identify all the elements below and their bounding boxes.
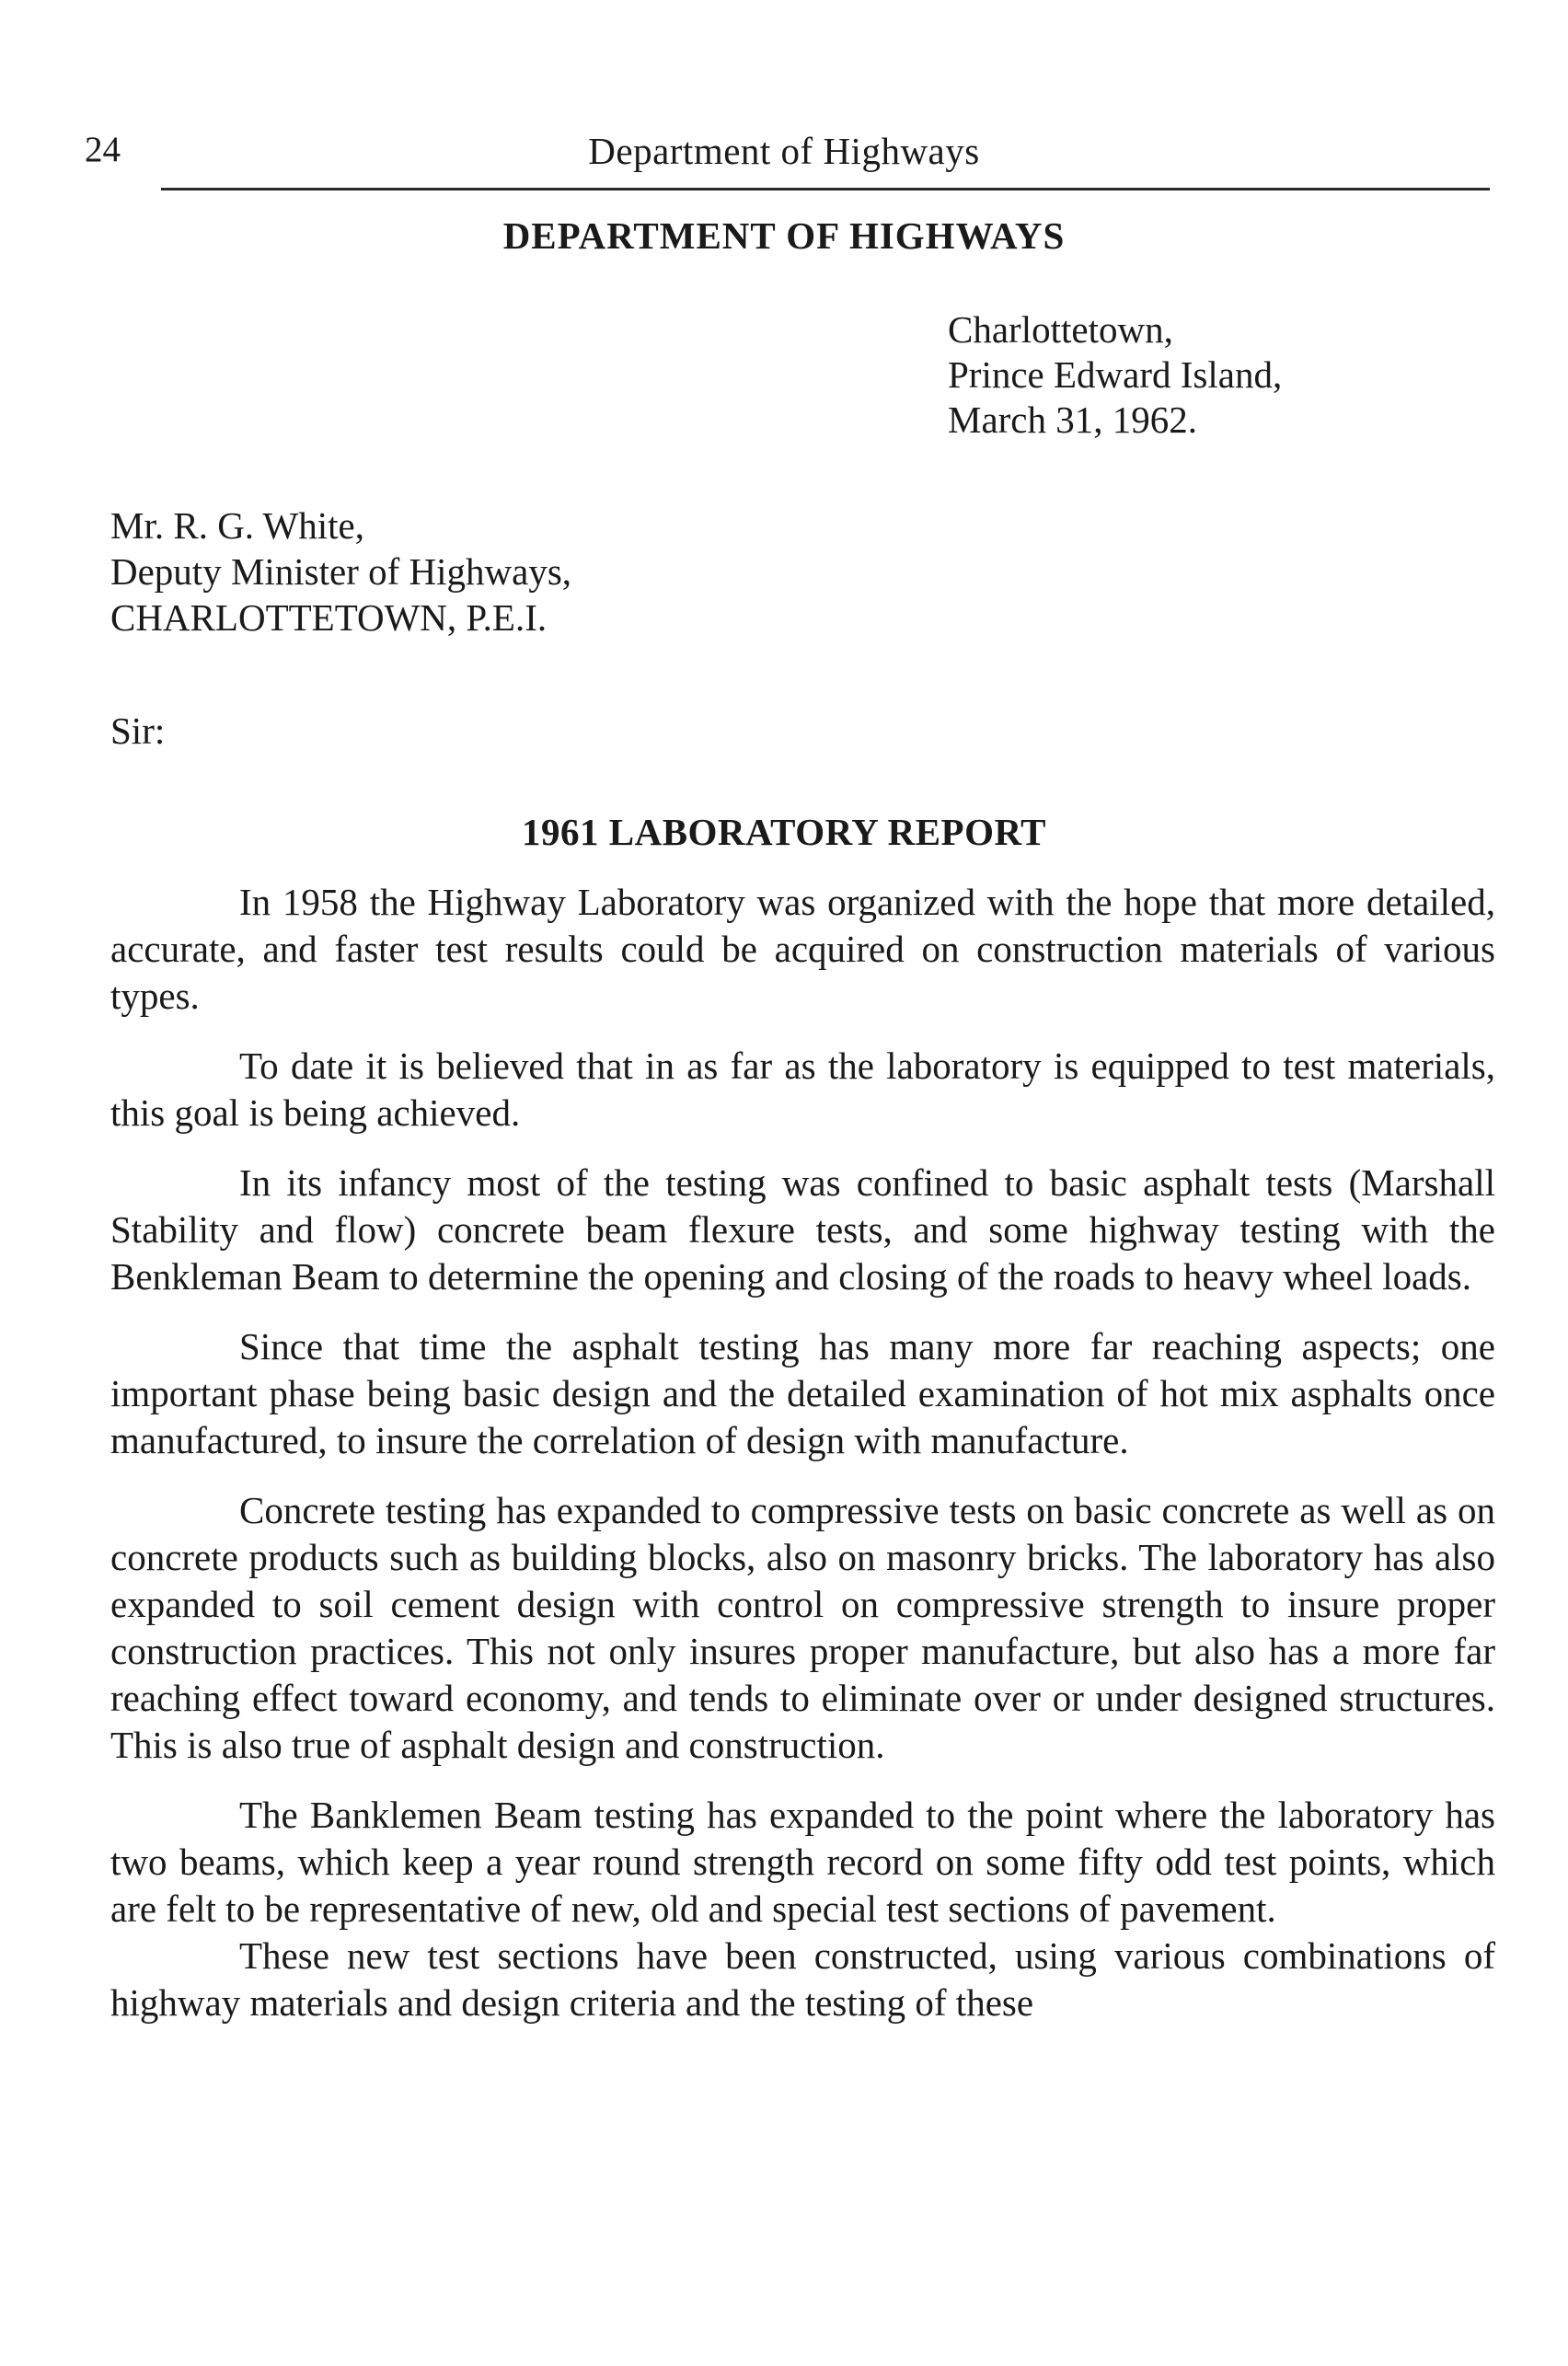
department-heading: DEPARTMENT OF HIGHWAYS: [502, 214, 1066, 257]
recipient-address: [110, 502, 571, 641]
recipient-name: Mr. R. G. White,: [110, 504, 364, 547]
recipient-location: CHARLOTTETOWN, P.E.I.: [110, 596, 548, 639]
paragraph: Since that time the asphalt testing has many more far reaching aspects; one important phase being basic design and the detailed examination of hot mix asphalts once manufactured, to insure the correlation of design with manufacture.: [110, 1325, 1495, 1461]
paragraph: In 1958 the Highway Laboratory was organized with the hope that more detailed, accurate, and faster test results could be acquired on construction materials of various types.: [110, 881, 1495, 1017]
paragraph: In its infancy most of the testing was confined to basic asphalt tests (Marshall Stability and flow) concrete beam flexure tests, and some highway testing with the Benkleman Beam to determine the opening and closing of the roads to heavy wheel loads.: [110, 1161, 1495, 1298]
place-line: Charlottetown,: [948, 308, 1173, 351]
header-rule: [161, 188, 1490, 190]
page-number: 24: [85, 130, 121, 169]
paragraph: The Banklemen Beam testing has expanded to the point where the laboratory has two beams, which keep a year round strength record on some fifty odd test points, which are felt to be representative of new, old and special test sections of pavement.: [110, 1794, 1495, 1930]
paragraph: To date it is believed that in as far as the laboratory is equipped to test materials, this goal is being achieved.: [110, 1045, 1495, 1134]
salutation: Sir:: [110, 710, 166, 752]
paragraph: These new test sections have been constructed, using various combinations of highway materials and design criteria and the testing of these: [110, 1934, 1495, 2024]
report-body: [110, 879, 1495, 2026]
place-line: Prince Edward Island,: [948, 353, 1283, 396]
report-title: 1961 LABORATORY REPORT: [521, 811, 1047, 853]
paragraph: Concrete testing has expanded to compressive tests on basic concrete as well as on concrete products such as building blocks, also on masonry bricks. The laboratory has also expanded to soil cement design with control on compressive strength to insure proper construction practices. This not only insures proper manufacture, but also has a more far reaching effect toward economy, and tends to eliminate over or under designed structures. This is also true of asphalt design and construction.: [110, 1489, 1495, 1766]
running-title: Department of Highways: [588, 130, 980, 172]
place-and-date: [948, 307, 1282, 443]
recipient-title: Deputy Minister of Highways,: [110, 550, 572, 593]
date-line: March 31, 1962.: [948, 398, 1198, 441]
